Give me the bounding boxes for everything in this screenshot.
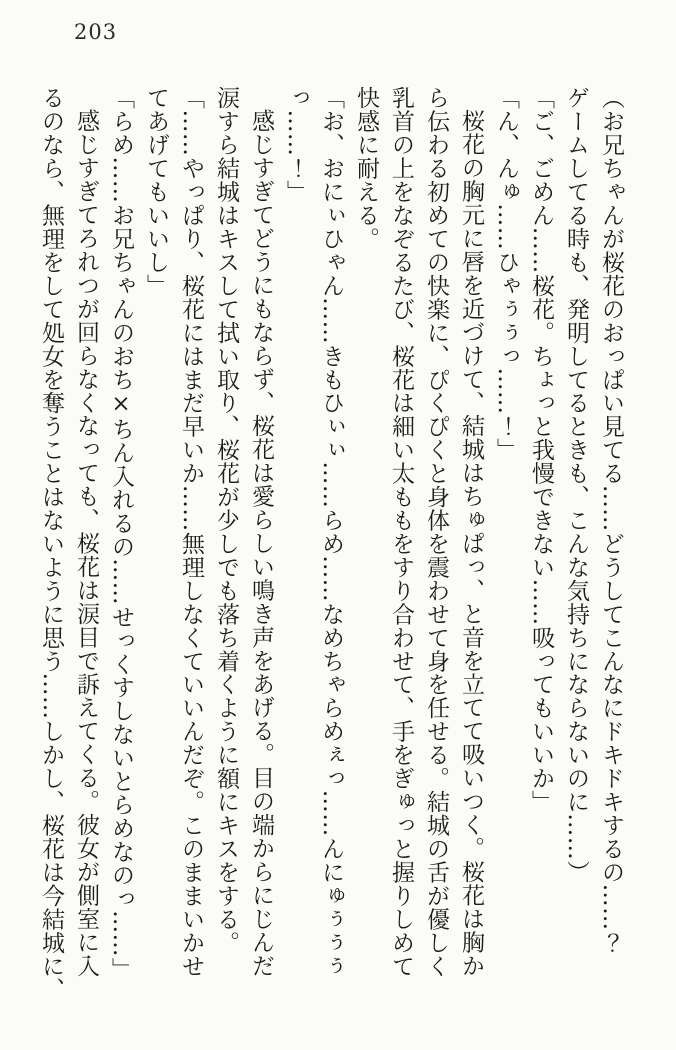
text-line: 「……やっぱり、桜花にはまだ早いか……無理しなくていいんだぞ。このままいかせ xyxy=(178,86,204,978)
text-line: 感じすぎてどうにもならず、桜花は愛らしい鳴き声をあげる。目の端からにじんだ xyxy=(248,109,274,978)
text-line: 快感に耐える。 xyxy=(353,86,379,251)
text-line: ゲームしてる時も、発明してるときも、こんな気持ちにならないのに……） xyxy=(563,86,589,884)
text-line: るのなら、無理をして処女を奪うことはないように思う……しかし、桜花は今結城に、 xyxy=(38,86,64,1001)
text-line: っ……！」 xyxy=(283,86,309,204)
text-line: ら伝わる初めての快楽に、ぴくぴくと身体を震わせて身を任せる。結城の舌が優しく xyxy=(423,86,449,978)
text-line: 「ん、んゅ……ひゃぅぅっ……！」 xyxy=(493,86,519,462)
text-line: てあげてもいいし」 xyxy=(143,86,169,298)
text-line: 涙すら結城はキスして拭い取り、桜花が少しでも落ち着くように額にキスをする。 xyxy=(213,86,239,955)
page-number: 203 xyxy=(74,20,118,44)
text-line: 「らめ……お兄ちゃんのおち×ちん入れるの……せっくすしないとらめなのっ……」 xyxy=(108,86,134,981)
text-line: 「お、おにぃひゃん……きもひぃぃ……らめ……なめちゃらめぇっ……んにゅぅぅぅ xyxy=(318,86,344,978)
vertical-text-block xyxy=(33,86,628,1016)
text-line: 「ご、ごめん……桜花。ちょっと我慢できない……吸ってもいいか」 xyxy=(528,86,554,814)
text-line: 桜花の胸元に唇を近づけて、結城はちゅぱっ、と音を立てて吸いつく。桜花は胸か xyxy=(458,109,484,978)
text-line: 乳首の上をなぞるたび、桜花は細い太ももをすり合わせて、手をぎゅっと握りしめて xyxy=(388,86,414,978)
text-line: （お兄ちゃんが桜花のおっぱい見てる……どうしてこんなにドキドキするの……？ xyxy=(598,86,624,955)
text-line: 感じすぎてろれつが回らなくなっても、桜花は涙目で訴えてくる。彼女が側室に入 xyxy=(73,109,99,978)
